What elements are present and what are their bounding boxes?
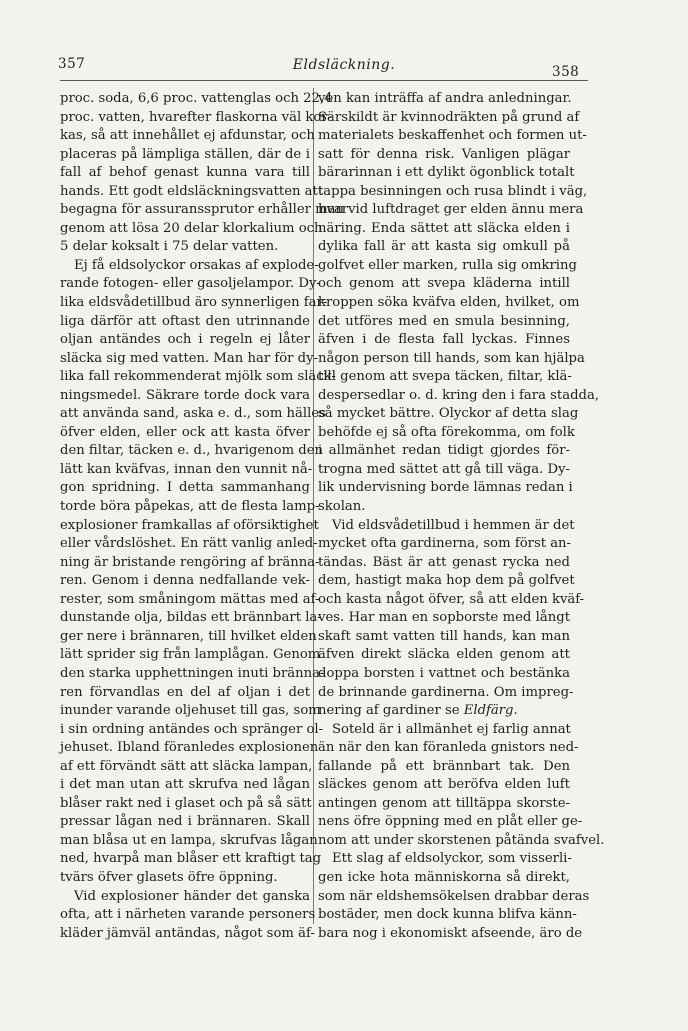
- text-line: att använda sand, aska e. d., som hälles: [60, 406, 326, 422]
- text-line: ger nere i brännaren, till hvilket elden: [60, 628, 317, 644]
- text-line: den filtar, täcken e. d., hvarigenom den: [60, 443, 324, 459]
- text-line: bostäder, men dock kunna blifva känn-: [318, 907, 577, 923]
- text-line: dem, hastigt maka hop dem på golfvet: [318, 573, 575, 589]
- text-line: nering af gardiner se Eldfärg.: [318, 703, 518, 719]
- text-line: näring. Enda sättet att släcka elden i: [318, 220, 570, 236]
- text-line: som när eldshemsökelsen drabbar deras: [318, 888, 590, 904]
- text-line: nens öfre öppning med en plåt eller ge-: [318, 814, 583, 830]
- text-line: Soteld är i allmänhet ej farlig annat: [332, 721, 571, 737]
- text-line: skolan.: [318, 499, 366, 515]
- text-line: eller vårdslöshet. En rätt vanlig anled-: [60, 536, 318, 552]
- text-line: despersedlar o. d. kring den i fara stadda,: [318, 387, 600, 403]
- text-line: gon spridning. I detta sammanhang: [60, 480, 310, 496]
- text-line: ofta, att i närheten varande personers: [60, 907, 316, 923]
- text-line: torde böra påpekas, att de flesta lamp-: [60, 499, 320, 515]
- text-line: skaft samt vatten till hands, kan man: [318, 628, 570, 644]
- text-line: den starka upphettningen inuti bränna-: [60, 665, 325, 681]
- text-line: kläder jämväl antändas, något som äf-: [60, 925, 315, 941]
- text-line: ren förvandlas en del af oljan i det: [60, 684, 310, 700]
- text-line: ning är bristande rengöring af bränna-: [60, 554, 320, 570]
- running-head: Eldsläckning.: [292, 57, 396, 73]
- text-line: släckes genom att beröfva elden luft: [318, 777, 570, 793]
- text-line: 5 delar koksalt i 75 delar vatten.: [60, 239, 279, 255]
- text-line: explosioner framkallas af oförsiktighet: [60, 517, 319, 533]
- header-rule: [60, 80, 588, 81]
- text-line: dylika fall är att kasta sig omkull på: [318, 239, 570, 255]
- text-line: än när den kan föranleda gnistors ned-: [318, 740, 579, 756]
- text-line: släcka sig med vatten. Man har för dy-: [60, 350, 318, 366]
- text-line: rester, som småningom mättas med af-: [60, 591, 320, 607]
- text-line: satt för denna risk. Vanligen plägar: [318, 146, 570, 162]
- text-line: rande fotogen- eller gasoljelampor. Dy-: [60, 276, 321, 292]
- text-line: kas, så att innehållet ej afdunstar, och: [60, 128, 315, 144]
- text-line: äfven direkt släcka elden genom att: [318, 647, 570, 663]
- text-line: tappa besinningen och rusa blindt i väg,: [318, 183, 588, 199]
- text-line: Vid eldsvådetillbud i hemmen är det: [332, 517, 575, 533]
- right-text-column: [318, 90, 605, 943]
- text-line: och kasta något öfver, så att elden kväf-: [318, 591, 585, 607]
- text-line: och genom att svepa kläderna intill: [318, 276, 570, 292]
- text-line: det utföres med en smula besinning,: [318, 313, 570, 329]
- text-line: lika eldsvådetillbud äro synnerligen far-: [60, 295, 328, 311]
- text-line: tändas. Bäst är att genast rycka ned: [318, 554, 570, 570]
- text-line: antingen genom att tilltäppa skorste-: [318, 795, 570, 811]
- text-line: ves. Har man en sopborste med långt: [318, 610, 570, 626]
- text-line: blåser rakt ned i glaset och på så sätt: [60, 795, 312, 811]
- text-line: trogna med sättet att gå till väga. Dy-: [318, 461, 570, 477]
- text-line: lätt kan kväfvas, innan den vunnit nå-: [60, 461, 313, 477]
- text-line: lätt sprider sig från lamplågan. Genom: [60, 647, 321, 663]
- text-line: oljan antändes och i regeln ej låter: [60, 332, 310, 348]
- text-line: hvarvid luftdraget ger elden ännu mera: [318, 202, 584, 218]
- text-line: hands. Ett godt eldsläckningsvatten att: [60, 183, 324, 199]
- text-line: doppa borsten i vattnet och bestänka: [318, 665, 570, 681]
- text-line: någon person till hands, som kan hjälpa: [318, 350, 585, 366]
- text-line: till genom att svepa täcken, filtar, klä-: [318, 369, 572, 385]
- text-line: de brinnande gardinerna. Om impreg-: [318, 684, 574, 700]
- text-line: inunder varande oljehuset till gas, som: [60, 703, 321, 719]
- text-line: genom att lösa 20 delar klorkalium och: [60, 220, 323, 236]
- text-line: man blåsa ut en lampa, skrufvas lågan: [60, 832, 318, 848]
- left-page-number: 357: [58, 56, 86, 72]
- text-line: ned, hvarpå man blåser ett kraftigt tag: [60, 851, 322, 867]
- text-line: nom att under skorstenen påtända svafvel.: [318, 832, 605, 848]
- text-line: kroppen söka kväfva elden, hvilket, om: [318, 295, 580, 311]
- text-line: tvärs öfver glasets öfre öppning.: [60, 869, 278, 885]
- text-line: bara nog i ekonomiskt afseende, äro de: [318, 925, 583, 941]
- text-line: Vid explosioner händer det ganska: [74, 888, 310, 904]
- text-line: bärarinnan i ett dylikt ögonblick totalt: [318, 165, 575, 181]
- text-line: i det man utan att skrufva ned lågan: [60, 777, 310, 793]
- text-line: Särskildt är kvinnodräkten på grund af: [318, 109, 580, 125]
- text-line: ningsmedel. Säkrare torde dock vara: [60, 387, 310, 403]
- text-line: behöfde ej så ofta förekomma, om folk: [318, 424, 575, 440]
- text-line: dunstande olja, bildas ett brännbart la-: [60, 610, 322, 626]
- text-line: golfvet eller marken, rulla sig omkring: [318, 257, 577, 273]
- text-line: fallande på ett brännbart tak. Den: [318, 758, 570, 774]
- text-line: liga därför att oftast den utrinnande: [60, 313, 310, 329]
- text-line: Ej få eldsolyckor orsakas af explode-: [74, 257, 319, 273]
- text-line: så mycket bättre. Olyckor af detta slag: [318, 406, 579, 422]
- text-line: lik undervisning borde lämnas redan i: [318, 480, 573, 496]
- text-line: fall af behof genast kunna vara till: [60, 165, 310, 181]
- text-line: materialets beskaffenhet och formen ut-: [318, 128, 587, 144]
- text-line: pressar lågan ned i brännaren. Skall: [60, 814, 310, 830]
- text-line: placeras på lämpliga ställen, där de i: [60, 146, 310, 162]
- text-line: gen icke hota människorna så direkt,: [318, 869, 570, 885]
- text-line: Ett slag af eldsolyckor, som visserli-: [332, 851, 572, 867]
- text-line: proc. vatten, hvarefter flaskorna väl kor-: [60, 109, 333, 125]
- text-line: äfven i de flesta fall lyckas. Finnes: [318, 332, 570, 348]
- text-line: ven kan inträffa af andra anledningar.: [318, 91, 572, 106]
- text-line: proc. soda, 6,6 proc. vattenglas och 22,4: [60, 91, 333, 106]
- right-page-number: 358: [552, 64, 580, 80]
- text-line: i sin ordning antändes och spränger ol-: [60, 721, 324, 737]
- text-line: begagna för assuranssprutor erhåller man: [60, 202, 344, 218]
- text-line: mycket ofta gardinerna, som först an-: [318, 536, 572, 552]
- text-line: ren. Genom i denna nedfallande vek-: [60, 573, 310, 589]
- text-line: af ett förvändt sätt att släcka lampan,: [60, 758, 313, 774]
- text-line: lika fall rekommenderat mjölk som släck-: [60, 369, 336, 385]
- text-line: öfver elden, eller ock att kasta öfver: [60, 424, 310, 440]
- text-line: jehuset. Ibland föranledes explosionen: [60, 740, 319, 756]
- text-line: i allmänhet redan tidigt gjordes för-: [318, 443, 570, 459]
